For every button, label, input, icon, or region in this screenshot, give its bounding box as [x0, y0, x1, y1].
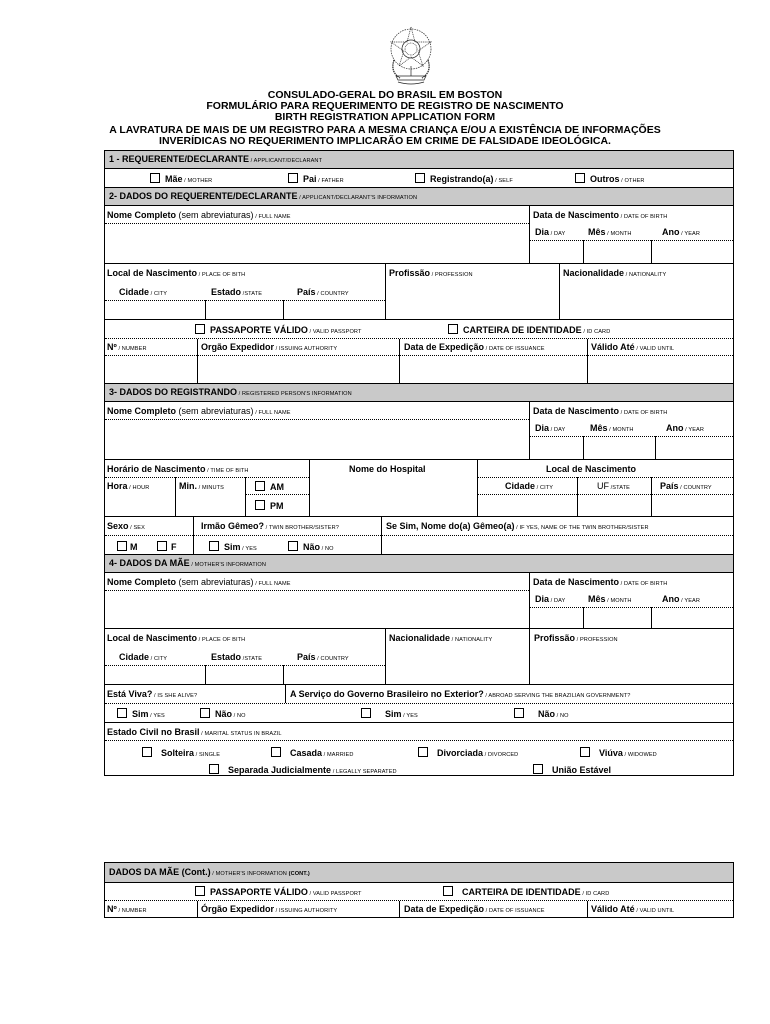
mother-alive-gov-row: [105, 685, 733, 723]
mother-marital-status-row: [105, 723, 733, 776]
mother-profession-label: Profissão / PROFESSION: [534, 633, 618, 643]
applicant-dob-day-field[interactable]: [530, 241, 582, 263]
registrant-full-name-field[interactable]: [105, 420, 529, 459]
mother-dob-year-field[interactable]: [652, 608, 732, 628]
warning-line-1: A LAVRATURA DE MAIS DE UM REGISTRO PARA A MESMA CRIANÇA E/OU A EXISTÊNCIA DE INFORMAÇÕES: [109, 124, 661, 136]
section-1-header: [105, 151, 733, 169]
section-4-title-en: / MOTHER'S INFORMATION: [189, 562, 266, 568]
mother-dob-month-field[interactable]: [584, 608, 650, 628]
option-self[interactable]: Registrando(a) / SELF: [415, 173, 513, 184]
option-father[interactable]: Pai / FATHER: [288, 173, 344, 184]
mother-dob-month-label: Mês / MONTH: [588, 594, 632, 604]
mother-birthplace-row: [105, 629, 733, 685]
applicant-full-name-field[interactable]: [105, 224, 529, 263]
mother-dob-label: Data de Nascimento / DATE OF BIRTH: [533, 577, 668, 587]
registrant-dob-year-label: Ano / YEAR: [666, 423, 704, 433]
mother-state-label: Estado /STATE: [211, 652, 263, 662]
mother-gov-no-option[interactable]: Não / NO: [514, 708, 569, 719]
mother-doc-valid-label: Válido Até / VALID UNTIL: [591, 904, 675, 914]
marital-separated-option[interactable]: Separada Judicialmente / LEGALLY SEPARATED: [209, 764, 397, 775]
mother-country-label: País / COUNTRY: [297, 652, 349, 662]
option-other[interactable]: Outros / OTHER: [575, 173, 645, 184]
registrant-country-label: País / COUNTRY: [660, 481, 712, 491]
marital-union-option[interactable]: União Estável: [533, 764, 611, 775]
registrant-sex-m-option[interactable]: M: [117, 541, 138, 552]
registrant-sex-f-option[interactable]: F: [157, 541, 177, 552]
mother-dob-day-field[interactable]: [530, 608, 582, 628]
registrant-full-name-label: Nome Completo (sem abreviaturas) / FULL NAME: [107, 406, 291, 416]
marital-widowed-option[interactable]: Viúva / WIDOWED: [580, 747, 657, 758]
applicant-idcard-option[interactable]: CARTEIRA DE IDENTIDADE / ID CARD: [448, 324, 610, 335]
applicant-type-row: [105, 169, 733, 188]
marital-single-option[interactable]: Solteira / SINGLE: [142, 747, 220, 758]
applicant-doc-number-label: Nº / NUMBER: [107, 342, 147, 352]
section-5-title: DADOS DA MÃE (Cont.): [109, 867, 211, 877]
applicant-doc-valid-field[interactable]: [588, 356, 732, 383]
section-1-title-en: / APPLICANT/DECLARANT: [249, 158, 323, 164]
applicant-doc-authority-field[interactable]: [198, 356, 398, 383]
registrant-min-field[interactable]: [176, 495, 244, 516]
mother-dob-day-label: Dia / DAY: [535, 594, 566, 604]
mother-name-dob-row: [105, 573, 733, 629]
section-5-title-cont: (CONT.): [288, 871, 310, 877]
section-4-title: 4- DADOS DA MÃE: [109, 558, 190, 568]
applicant-doc-number-field[interactable]: [105, 356, 196, 383]
applicant-dob-day-label: Dia / DAY: [535, 227, 566, 237]
applicant-city-label: Cidade / CITY: [119, 287, 168, 297]
registrant-birth-details-row: [105, 460, 733, 517]
mother-pob-label: Local de Nascimento / PLACE OF BITH: [107, 633, 246, 643]
registrant-dob-month-field[interactable]: [584, 437, 654, 459]
registrant-twin-name-field[interactable]: [382, 536, 732, 554]
applicant-profession-field[interactable]: [386, 280, 558, 319]
mother-dob-year-label: Ano / YEAR: [662, 594, 700, 604]
warning-line-2: INVERÍDICAS NO REQUERIMENTO IMPLICARÃO EM CRIME DE FALSIDADE IDEOLÓGICA.: [159, 135, 611, 147]
mother-idcard-option[interactable]: CARTEIRA DE IDENTIDADE / ID CARD: [443, 886, 609, 897]
registrant-dob-day-label: Dia / DAY: [535, 423, 566, 433]
section-5-title-en: / MOTHER'S INFORMATION: [210, 871, 289, 877]
registrant-pm-option[interactable]: PM: [255, 500, 284, 511]
consulate-title: CONSULADO-GERAL DO BRASIL EM BOSTON: [267, 89, 503, 101]
registrant-min-label: Min. / MINUTS: [179, 481, 225, 491]
form-title-en: BIRTH REGISTRATION APPLICATION FORM: [274, 111, 496, 123]
applicant-document-row: [105, 339, 733, 384]
registrant-dob-year-field[interactable]: [656, 437, 732, 459]
applicant-country-field[interactable]: [284, 301, 385, 319]
mother-passport-option[interactable]: PASSAPORTE VÁLIDO / VALID PASSPORT: [195, 886, 361, 897]
registrant-city-label: Cidade / CITY: [505, 481, 554, 491]
registrant-sex-label: Sexo / SEX: [107, 521, 145, 531]
mother-state-field[interactable]: [206, 666, 282, 684]
registrant-uf-field[interactable]: [578, 495, 650, 516]
applicant-doc-issue-date-field[interactable]: [400, 356, 586, 383]
registrant-sex-twin-row: [105, 517, 733, 555]
mother-country-field[interactable]: [284, 666, 385, 684]
mother-nationality-label: Nacionalidade / NATIONALITY: [389, 633, 493, 643]
applicant-state-label: Estado /STATE: [211, 287, 263, 297]
applicant-full-name-label: Nome Completo (sem abreviaturas) / FULL NAME: [107, 210, 291, 220]
applicant-profession-label: Profissão / PROFESSION: [389, 268, 473, 278]
applicant-doc-valid-label: Válido Até / VALID UNTIL: [591, 342, 675, 352]
mother-document-row: [105, 901, 733, 918]
applicant-nationality-label: Nacionalidade / NATIONALITY: [563, 268, 667, 278]
mother-document-type-row: [105, 883, 733, 901]
option-mother[interactable]: Mãe / MOTHER: [150, 173, 212, 184]
section-4-header: [105, 555, 733, 573]
registrant-dob-day-field[interactable]: [530, 437, 582, 459]
applicant-dob-month-label: Mês / MONTH: [588, 227, 632, 237]
mother-doc-authority-label: Órgão Expedidor / ISSUING AUTHORITY: [201, 904, 338, 914]
applicant-dob-year-field[interactable]: [652, 241, 732, 263]
mother-alive-label: Está Viva? / IS SHE ALIVE?: [107, 689, 198, 699]
registrant-name-dob-row: [105, 402, 733, 460]
mother-profession-field[interactable]: [530, 645, 732, 684]
registrant-hour-label: Hora / HOUR: [107, 481, 150, 491]
mother-doc-issue-date-label: Data de Expedição / DATE OF ISSUANCE: [404, 904, 545, 914]
form-title-pt: FORMULÁRIO PARA REQUERIMENTO DE REGISTRO DE NASCIMENTO: [206, 100, 564, 112]
mother-city-label: Cidade / CITY: [119, 652, 168, 662]
mother-nationality-field[interactable]: [386, 645, 528, 684]
applicant-passport-option[interactable]: PASSAPORTE VÁLIDO / VALID PASSPORT: [195, 324, 361, 335]
section-3-header: [105, 384, 733, 402]
mother-marital-label: Estado Civil no Brasil / MARITAL STATUS IN BRAZIL: [107, 727, 282, 737]
registrant-city-field[interactable]: [478, 495, 576, 516]
registrant-twin-name-label: Se Sim, Nome do(a) Gêmeo(a) / IF YES, NAME OF THE TWIN BROTHER/SISTER: [386, 521, 649, 531]
applicant-doc-issue-date-label: Data de Expedição / DATE OF ISSUANCE: [404, 342, 545, 352]
section-2-title-en: / APPLICANT/DECLARANT'S INFORMATION: [297, 195, 418, 201]
applicant-dob-year-label: Ano / YEAR: [662, 227, 700, 237]
mother-alive-no-option[interactable]: Não / NO: [200, 708, 246, 719]
mother-gov-yes-option[interactable]: Sim / YES: [361, 708, 418, 719]
applicant-nationality-field[interactable]: [560, 280, 732, 319]
registration-form: [104, 150, 734, 776]
applicant-city-field[interactable]: [105, 301, 204, 319]
mother-doc-number-label: Nº / NUMBER: [107, 904, 147, 914]
registrant-dob-month-label: Mês / MONTH: [590, 423, 634, 433]
registrant-twin-label: Irmão Gêmeo? / TWIN BROTHER/SISTER?: [201, 521, 339, 531]
registrant-birth-time-label: Horário de Nascimento / TIME OF BITH: [107, 464, 249, 474]
section-2-title: 2- DADOS DO REQUERENTE/DECLARANTE: [109, 191, 298, 201]
section-2-header: [105, 188, 733, 206]
brazil-coat-of-arms-emblem: [386, 22, 436, 88]
registrant-birth-place-label: Local de Nascimento: [546, 464, 637, 474]
registrant-am-option[interactable]: AM: [255, 481, 284, 492]
registrant-country-field[interactable]: [652, 495, 732, 516]
applicant-state-field[interactable]: [206, 301, 282, 319]
marital-divorced-option[interactable]: Divorciada / DIVORCED: [418, 747, 518, 758]
mother-full-name-label: Nome Completo (sem abreviaturas) / FULL NAME: [107, 577, 291, 587]
registrant-hour-field[interactable]: [105, 495, 174, 516]
applicant-country-label: País / COUNTRY: [297, 287, 349, 297]
section-3-title: 3- DADOS DO REGISTRANDO: [109, 387, 238, 397]
registrant-dob-label: Data de Nascimento / DATE OF BIRTH: [533, 406, 668, 416]
applicant-birthplace-row: [105, 264, 733, 320]
applicant-dob-label: Data de Nascimento / DATE OF BIRTH: [533, 210, 668, 220]
section-3-title-en: / REGISTERED PERSON'S INFORMATION: [237, 391, 352, 397]
section-1-title: 1 - REQUERENTE/DECLARANTE: [109, 154, 250, 164]
registrant-hospital-label: Nome do Hospital: [349, 464, 426, 474]
applicant-name-dob-row: [105, 206, 733, 264]
mother-alive-yes-option[interactable]: Sim / YES: [117, 708, 165, 719]
applicant-pob-label: Local de Nascimento / PLACE OF BITH: [107, 268, 246, 278]
applicant-document-type-row: [105, 320, 733, 339]
mother-continuation-form: [104, 862, 734, 918]
registrant-hospital-field[interactable]: [310, 477, 476, 516]
registrant-uf-label: UF /STATE: [597, 481, 631, 491]
applicant-dob-month-field[interactable]: [584, 241, 650, 263]
marital-married-option[interactable]: Casada / MARRIED: [271, 747, 354, 758]
mother-full-name-field[interactable]: [105, 591, 529, 628]
section-5-header: [105, 863, 733, 883]
registrant-twin-yes-option[interactable]: Sim / YES: [209, 541, 257, 552]
mother-gov-label: A Serviço do Governo Brasileiro no Exterior? / ABROAD SERVING THE BRAZILIAN GOVERNMENT?: [290, 689, 631, 699]
applicant-doc-authority-label: Orgão Expedidor / ISSUING AUTHORITY: [201, 342, 338, 352]
mother-city-field[interactable]: [105, 666, 204, 684]
registrant-twin-no-option[interactable]: Não / NO: [288, 541, 334, 552]
